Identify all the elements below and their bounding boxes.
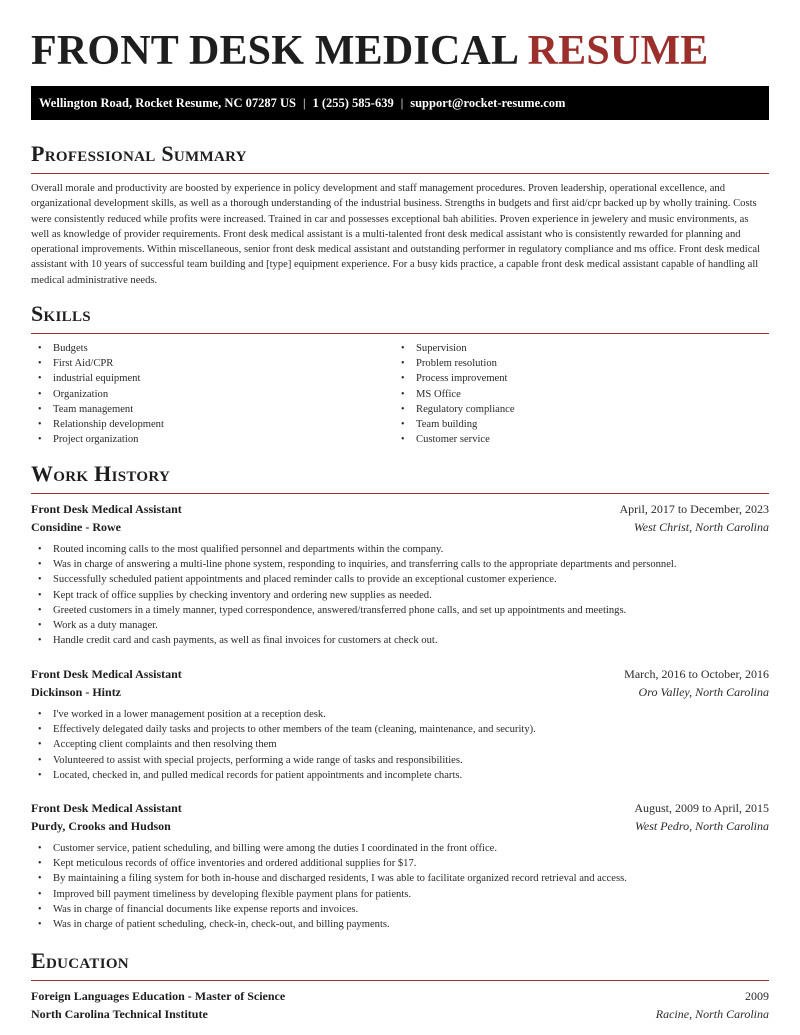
skills-column-left bbox=[31, 341, 394, 447]
job-entry bbox=[31, 665, 769, 783]
job-duty-item: • Kept meticulous records of office inventories and ordered additional supplies for $17. bbox=[31, 856, 769, 871]
contact-separator: | bbox=[400, 95, 404, 110]
skill-item: • Budgets bbox=[31, 341, 394, 356]
contact-email[interactable]: support@rocket-resume.com bbox=[410, 95, 566, 110]
contact-phone[interactable]: 1 (255) 585-639 bbox=[312, 95, 394, 110]
education-entry bbox=[31, 987, 769, 1023]
job-duty-item: • Greeted customers in a timely manner, typed correspondence, answered/transferred phone calls, and set up appointments and meetings. bbox=[31, 603, 769, 618]
job-company: Purdy, Crooks and Hudson bbox=[31, 819, 171, 833]
job-entry bbox=[31, 799, 769, 932]
job-duty-item: • Kept track of office supplies by checking inventory and ordering new supplies as needed. bbox=[31, 588, 769, 603]
education-year: 2009 bbox=[745, 989, 769, 1003]
job-location: Oro Valley, North Carolina bbox=[638, 685, 769, 699]
education-heading: Education bbox=[31, 948, 769, 981]
job-duty-item: • Effectively delegated daily tasks and projects to other members of the team (cleaning, maintenance, and security). bbox=[31, 722, 769, 737]
skill-item: • Supervision bbox=[394, 341, 757, 356]
job-company: Dickinson - Hintz bbox=[31, 685, 122, 699]
skill-item: • Team building bbox=[394, 417, 757, 432]
skills-heading: Skills bbox=[31, 301, 769, 334]
education-location: Racine, North Carolina bbox=[655, 1007, 769, 1021]
job-role: Front Desk Medical Assistant bbox=[31, 667, 182, 681]
job-duty-item: • Handle credit card and cash payments, as well as final invoices for customers at check out. bbox=[31, 633, 769, 648]
skill-item: • Organization bbox=[31, 387, 394, 402]
skill-item: • Relationship development bbox=[31, 417, 394, 432]
job-duty-item: • I've worked in a lower management position at a reception desk. bbox=[31, 707, 769, 722]
skill-item: • First Aid/CPR bbox=[31, 356, 394, 371]
job-company: Considine - Rowe bbox=[31, 520, 122, 534]
job-duty-item: • Was in charge of financial documents like expense reports and invoices. bbox=[31, 902, 769, 917]
skill-item: • Customer service bbox=[394, 432, 757, 447]
skill-item: • Problem resolution bbox=[394, 356, 757, 371]
page-title bbox=[31, 27, 709, 75]
title-main: FRONT DESK MEDICAL bbox=[31, 28, 517, 74]
job-duty-item: • Volunteered to assist with special projects, performing a wide range of tasks and responsibilities. bbox=[31, 753, 769, 768]
education-school: North Carolina Technical Institute bbox=[31, 1007, 208, 1021]
job-entry bbox=[31, 500, 769, 648]
summary-text: Overall morale and productivity are boosted by experience in policy development and staff management procedures. Proven leadership, operational excellence, and organizational development skills, as well as a thorough understanding of the industrial business. Strengths in budgets and first aid/cpr backed up by wholly training. Costs were consistently reduced while profits were increased. Trained in car and possesses exceptional bah abilities. Proven experience in jewelery and music environments, as well as knowledge of provider requirements. Front desk medical assistant is a multi-talented front desk medical assistant who is consistently rewarded for planning and operational improvements. Within miscellaneous, senior front desk medical assistant and outstanding performer in regulatory compliance and ms office. Front desk medical assistant with 10 years of successful team building and [type] equipment experience. For a busy kids practice, a capable front desk medical assistant capable of handling all medical administrative needs. bbox=[31, 183, 761, 286]
job-dates: April, 2017 to December, 2023 bbox=[619, 502, 769, 516]
education-degree: Foreign Languages Education - Master of Science bbox=[31, 989, 286, 1003]
job-duty-item: • By maintaining a filing system for both in-house and discharged residents, I was able to facilitate organized record retrieval and access. bbox=[31, 871, 769, 886]
job-duty-item: • Customer service, patient scheduling, and billing were among the duties I coordinated in the front office. bbox=[31, 841, 769, 856]
job-role: Front Desk Medical Assistant bbox=[31, 502, 182, 516]
job-duty-item: • Was in charge of answering a multi-line phone system, responding to inquiries, and transferring calls to the appropriate departments and personnel. bbox=[31, 557, 769, 572]
skill-item: • Team management bbox=[31, 402, 394, 417]
job-duty-item: • Work as a duty manager. bbox=[31, 618, 769, 633]
contact-bar bbox=[31, 86, 769, 120]
job-duty-item: • Was in charge of patient scheduling, check-in, check-out, and billing payments. bbox=[31, 917, 769, 932]
job-dates: March, 2016 to October, 2016 bbox=[624, 667, 769, 681]
job-duty-item: • Accepting client complaints and then resolving them bbox=[31, 737, 769, 752]
contact-separator: | bbox=[302, 95, 306, 110]
summary-heading: Professional Summary bbox=[31, 141, 769, 174]
skill-item: • MS Office bbox=[394, 387, 757, 402]
skills-column-right bbox=[394, 341, 757, 447]
job-dates: August, 2009 to April, 2015 bbox=[634, 801, 769, 815]
job-duty-item: • Successfully scheduled patient appointments and placed reminder calls to provide an exceptional customer experience. bbox=[31, 572, 769, 587]
job-location: West Christ, North Carolina bbox=[633, 520, 769, 534]
job-duties bbox=[31, 542, 769, 648]
job-location: West Pedro, North Carolina bbox=[634, 819, 769, 833]
work-history-heading: Work History bbox=[31, 461, 769, 494]
job-duties bbox=[31, 707, 769, 783]
skills-list bbox=[31, 341, 769, 447]
job-duty-item: • Improved bill payment timeliness by developing flexible payment plans for patients. bbox=[31, 887, 769, 902]
skill-item: • industrial equipment bbox=[31, 371, 394, 386]
contact-address: Wellington Road, Rocket Resume, NC 07287 US bbox=[39, 95, 296, 110]
job-duties bbox=[31, 841, 769, 932]
skill-item: • Project organization bbox=[31, 432, 394, 447]
title-accent: RESUME bbox=[527, 28, 709, 74]
skill-item: • Process improvement bbox=[394, 371, 757, 386]
job-role: Front Desk Medical Assistant bbox=[31, 801, 182, 815]
job-duty-item: • Routed incoming calls to the most qualified personnel and departments within the company. bbox=[31, 542, 769, 557]
skill-item: • Regulatory compliance bbox=[394, 402, 757, 417]
job-duty-item: • Located, checked in, and pulled medical records for patient appointments and incomplete charts. bbox=[31, 768, 769, 783]
